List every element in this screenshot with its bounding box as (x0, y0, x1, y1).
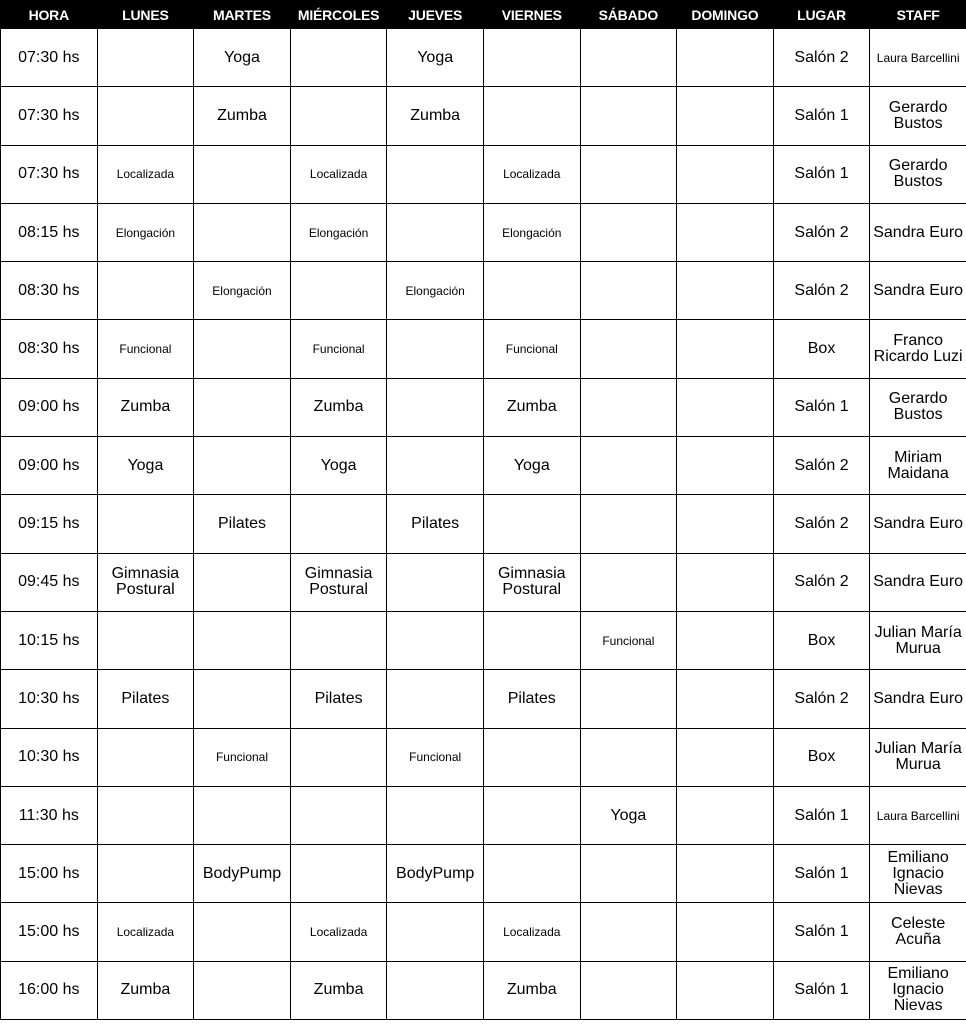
header-jueves: JUEVES (387, 1, 484, 29)
miercoles-cell: Gimnasia Postural (290, 553, 387, 611)
hora-cell: 15:00 hs (1, 903, 98, 961)
header-sabado: SÁBADO (580, 1, 677, 29)
viernes-cell (483, 728, 580, 786)
table-row (1, 87, 966, 145)
domingo-cell (677, 320, 774, 378)
viernes-cell (483, 786, 580, 844)
hora-cell: 09:00 hs (1, 378, 98, 436)
hora-cell: 07:30 hs (1, 87, 98, 145)
lugar-cell: Salón 2 (773, 262, 870, 320)
header-row (1, 1, 966, 29)
lugar-cell: Box (773, 611, 870, 669)
lugar-cell: Salón 1 (773, 145, 870, 203)
staff-cell: Gerardo Bustos (870, 145, 966, 203)
lugar-cell: Salón 1 (773, 845, 870, 903)
jueves-cell: Pilates (387, 495, 484, 553)
viernes-cell: Pilates (483, 670, 580, 728)
domingo-cell (677, 262, 774, 320)
martes-cell (194, 670, 291, 728)
table-row (1, 437, 966, 495)
domingo-cell (677, 961, 774, 1019)
lunes-cell: Elongación (97, 203, 194, 261)
staff-cell: Gerardo Bustos (870, 87, 966, 145)
martes-cell (194, 378, 291, 436)
martes-cell (194, 786, 291, 844)
sabado-cell (580, 961, 677, 1019)
viernes-cell: Zumba (483, 378, 580, 436)
jueves-cell: Yoga (387, 29, 484, 87)
domingo-cell (677, 903, 774, 961)
lugar-cell: Salón 2 (773, 437, 870, 495)
hora-cell: 08:15 hs (1, 203, 98, 261)
lugar-cell: Salón 2 (773, 203, 870, 261)
martes-cell (194, 553, 291, 611)
hora-cell: 15:00 hs (1, 845, 98, 903)
table-row (1, 728, 966, 786)
domingo-cell (677, 145, 774, 203)
lunes-cell (97, 786, 194, 844)
domingo-cell (677, 728, 774, 786)
jueves-cell (387, 670, 484, 728)
table-row (1, 320, 966, 378)
hora-cell: 09:45 hs (1, 553, 98, 611)
miercoles-cell (290, 29, 387, 87)
domingo-cell (677, 845, 774, 903)
miercoles-cell (290, 786, 387, 844)
lunes-cell (97, 29, 194, 87)
sabado-cell (580, 495, 677, 553)
header-miercoles: MIÉRCOLES (290, 1, 387, 29)
lunes-cell (97, 845, 194, 903)
martes-cell: Zumba (194, 87, 291, 145)
lugar-cell: Box (773, 320, 870, 378)
staff-cell: Miriam Maidana (870, 437, 966, 495)
viernes-cell (483, 495, 580, 553)
header-lugar: LUGAR (773, 1, 870, 29)
jueves-cell (387, 786, 484, 844)
lugar-cell: Salón 2 (773, 553, 870, 611)
viernes-cell: Elongación (483, 203, 580, 261)
domingo-cell (677, 611, 774, 669)
viernes-cell: Zumba (483, 961, 580, 1019)
staff-cell: Laura Barcellini (870, 786, 966, 844)
table-row (1, 145, 966, 203)
table-row (1, 378, 966, 436)
lugar-cell: Salón 1 (773, 961, 870, 1019)
martes-cell: Pilates (194, 495, 291, 553)
lugar-cell: Salón 2 (773, 29, 870, 87)
header-domingo: DOMINGO (677, 1, 774, 29)
lugar-cell: Box (773, 728, 870, 786)
lunes-cell: Gimnasia Postural (97, 553, 194, 611)
lugar-cell: Salón 1 (773, 378, 870, 436)
sabado-cell (580, 437, 677, 495)
staff-cell: Sandra Euro (870, 203, 966, 261)
lunes-cell (97, 87, 194, 145)
miercoles-cell: Elongación (290, 203, 387, 261)
hora-cell: 08:30 hs (1, 320, 98, 378)
staff-cell: Julian María Murua (870, 728, 966, 786)
lunes-cell: Zumba (97, 961, 194, 1019)
hora-cell: 08:30 hs (1, 262, 98, 320)
staff-cell: Gerardo Bustos (870, 378, 966, 436)
domingo-cell (677, 203, 774, 261)
staff-cell: Julian María Murua (870, 611, 966, 669)
table-row (1, 553, 966, 611)
martes-cell (194, 145, 291, 203)
jueves-cell: Elongación (387, 262, 484, 320)
miercoles-cell (290, 495, 387, 553)
sabado-cell (580, 553, 677, 611)
domingo-cell (677, 786, 774, 844)
lugar-cell: Salón 2 (773, 670, 870, 728)
staff-cell: Sandra Euro (870, 670, 966, 728)
sabado-cell: Funcional (580, 611, 677, 669)
lunes-cell (97, 728, 194, 786)
hora-cell: 11:30 hs (1, 786, 98, 844)
viernes-cell: Yoga (483, 437, 580, 495)
lunes-cell (97, 262, 194, 320)
table-row (1, 611, 966, 669)
lunes-cell: Funcional (97, 320, 194, 378)
miercoles-cell: Pilates (290, 670, 387, 728)
viernes-cell: Localizada (483, 903, 580, 961)
hora-cell: 09:00 hs (1, 437, 98, 495)
staff-cell: Sandra Euro (870, 262, 966, 320)
jueves-cell: Funcional (387, 728, 484, 786)
viernes-cell (483, 29, 580, 87)
sabado-cell (580, 145, 677, 203)
miercoles-cell: Localizada (290, 145, 387, 203)
sabado-cell (580, 903, 677, 961)
martes-cell: Elongación (194, 262, 291, 320)
table-row (1, 495, 966, 553)
staff-cell: Celeste Acuña (870, 903, 966, 961)
table-row (1, 961, 966, 1019)
miercoles-cell (290, 611, 387, 669)
jueves-cell (387, 553, 484, 611)
schedule-body (1, 29, 966, 1020)
staff-cell: Franco Ricardo Luzi (870, 320, 966, 378)
hora-cell: 16:00 hs (1, 961, 98, 1019)
sabado-cell (580, 87, 677, 145)
lunes-cell: Localizada (97, 903, 194, 961)
viernes-cell (483, 845, 580, 903)
lunes-cell (97, 611, 194, 669)
lunes-cell: Localizada (97, 145, 194, 203)
martes-cell: Yoga (194, 29, 291, 87)
sabado-cell (580, 203, 677, 261)
lunes-cell (97, 495, 194, 553)
staff-cell: Emiliano Ignacio Nievas (870, 961, 966, 1019)
jueves-cell (387, 378, 484, 436)
domingo-cell (677, 670, 774, 728)
miercoles-cell (290, 87, 387, 145)
martes-cell (194, 961, 291, 1019)
miercoles-cell: Localizada (290, 903, 387, 961)
sabado-cell (580, 728, 677, 786)
table-row (1, 903, 966, 961)
header-staff: STAFF (870, 1, 966, 29)
hora-cell: 10:30 hs (1, 670, 98, 728)
martes-cell (194, 611, 291, 669)
lugar-cell: Salón 1 (773, 903, 870, 961)
sabado-cell (580, 670, 677, 728)
viernes-cell (483, 262, 580, 320)
jueves-cell (387, 203, 484, 261)
lunes-cell: Pilates (97, 670, 194, 728)
domingo-cell (677, 495, 774, 553)
miercoles-cell (290, 845, 387, 903)
jueves-cell (387, 437, 484, 495)
miercoles-cell: Yoga (290, 437, 387, 495)
viernes-cell: Gimnasia Postural (483, 553, 580, 611)
martes-cell (194, 437, 291, 495)
hora-cell: 10:30 hs (1, 728, 98, 786)
lugar-cell: Salón 2 (773, 495, 870, 553)
jueves-cell (387, 320, 484, 378)
miercoles-cell: Zumba (290, 378, 387, 436)
domingo-cell (677, 378, 774, 436)
staff-cell: Sandra Euro (870, 495, 966, 553)
jueves-cell (387, 611, 484, 669)
hora-cell: 07:30 hs (1, 145, 98, 203)
header-viernes: VIERNES (483, 1, 580, 29)
viernes-cell (483, 611, 580, 669)
jueves-cell (387, 903, 484, 961)
header-lunes: LUNES (97, 1, 194, 29)
sabado-cell (580, 262, 677, 320)
table-row (1, 29, 966, 87)
staff-cell: Laura Barcellini (870, 29, 966, 87)
sabado-cell (580, 320, 677, 378)
jueves-cell (387, 145, 484, 203)
table-row (1, 845, 966, 903)
miercoles-cell (290, 728, 387, 786)
table-row (1, 786, 966, 844)
miercoles-cell: Funcional (290, 320, 387, 378)
domingo-cell (677, 437, 774, 495)
lunes-cell: Yoga (97, 437, 194, 495)
viernes-cell: Localizada (483, 145, 580, 203)
domingo-cell (677, 29, 774, 87)
lugar-cell: Salón 1 (773, 786, 870, 844)
domingo-cell (677, 553, 774, 611)
sabado-cell (580, 845, 677, 903)
martes-cell (194, 320, 291, 378)
sabado-cell (580, 29, 677, 87)
table-row (1, 262, 966, 320)
table-row (1, 203, 966, 261)
jueves-cell (387, 961, 484, 1019)
lugar-cell: Salón 1 (773, 87, 870, 145)
domingo-cell (677, 87, 774, 145)
martes-cell (194, 903, 291, 961)
hora-cell: 07:30 hs (1, 29, 98, 87)
martes-cell: BodyPump (194, 845, 291, 903)
martes-cell: Funcional (194, 728, 291, 786)
staff-cell: Sandra Euro (870, 553, 966, 611)
martes-cell (194, 203, 291, 261)
lunes-cell: Zumba (97, 378, 194, 436)
jueves-cell: Zumba (387, 87, 484, 145)
staff-cell: Emiliano Ignacio Nievas (870, 845, 966, 903)
table-row (1, 670, 966, 728)
sabado-cell (580, 378, 677, 436)
viernes-cell (483, 87, 580, 145)
hora-cell: 09:15 hs (1, 495, 98, 553)
miercoles-cell: Zumba (290, 961, 387, 1019)
viernes-cell: Funcional (483, 320, 580, 378)
sabado-cell: Yoga (580, 786, 677, 844)
miercoles-cell (290, 262, 387, 320)
jueves-cell: BodyPump (387, 845, 484, 903)
hora-cell: 10:15 hs (1, 611, 98, 669)
header-martes: MARTES (194, 1, 291, 29)
header-hora: HORA (1, 1, 98, 29)
